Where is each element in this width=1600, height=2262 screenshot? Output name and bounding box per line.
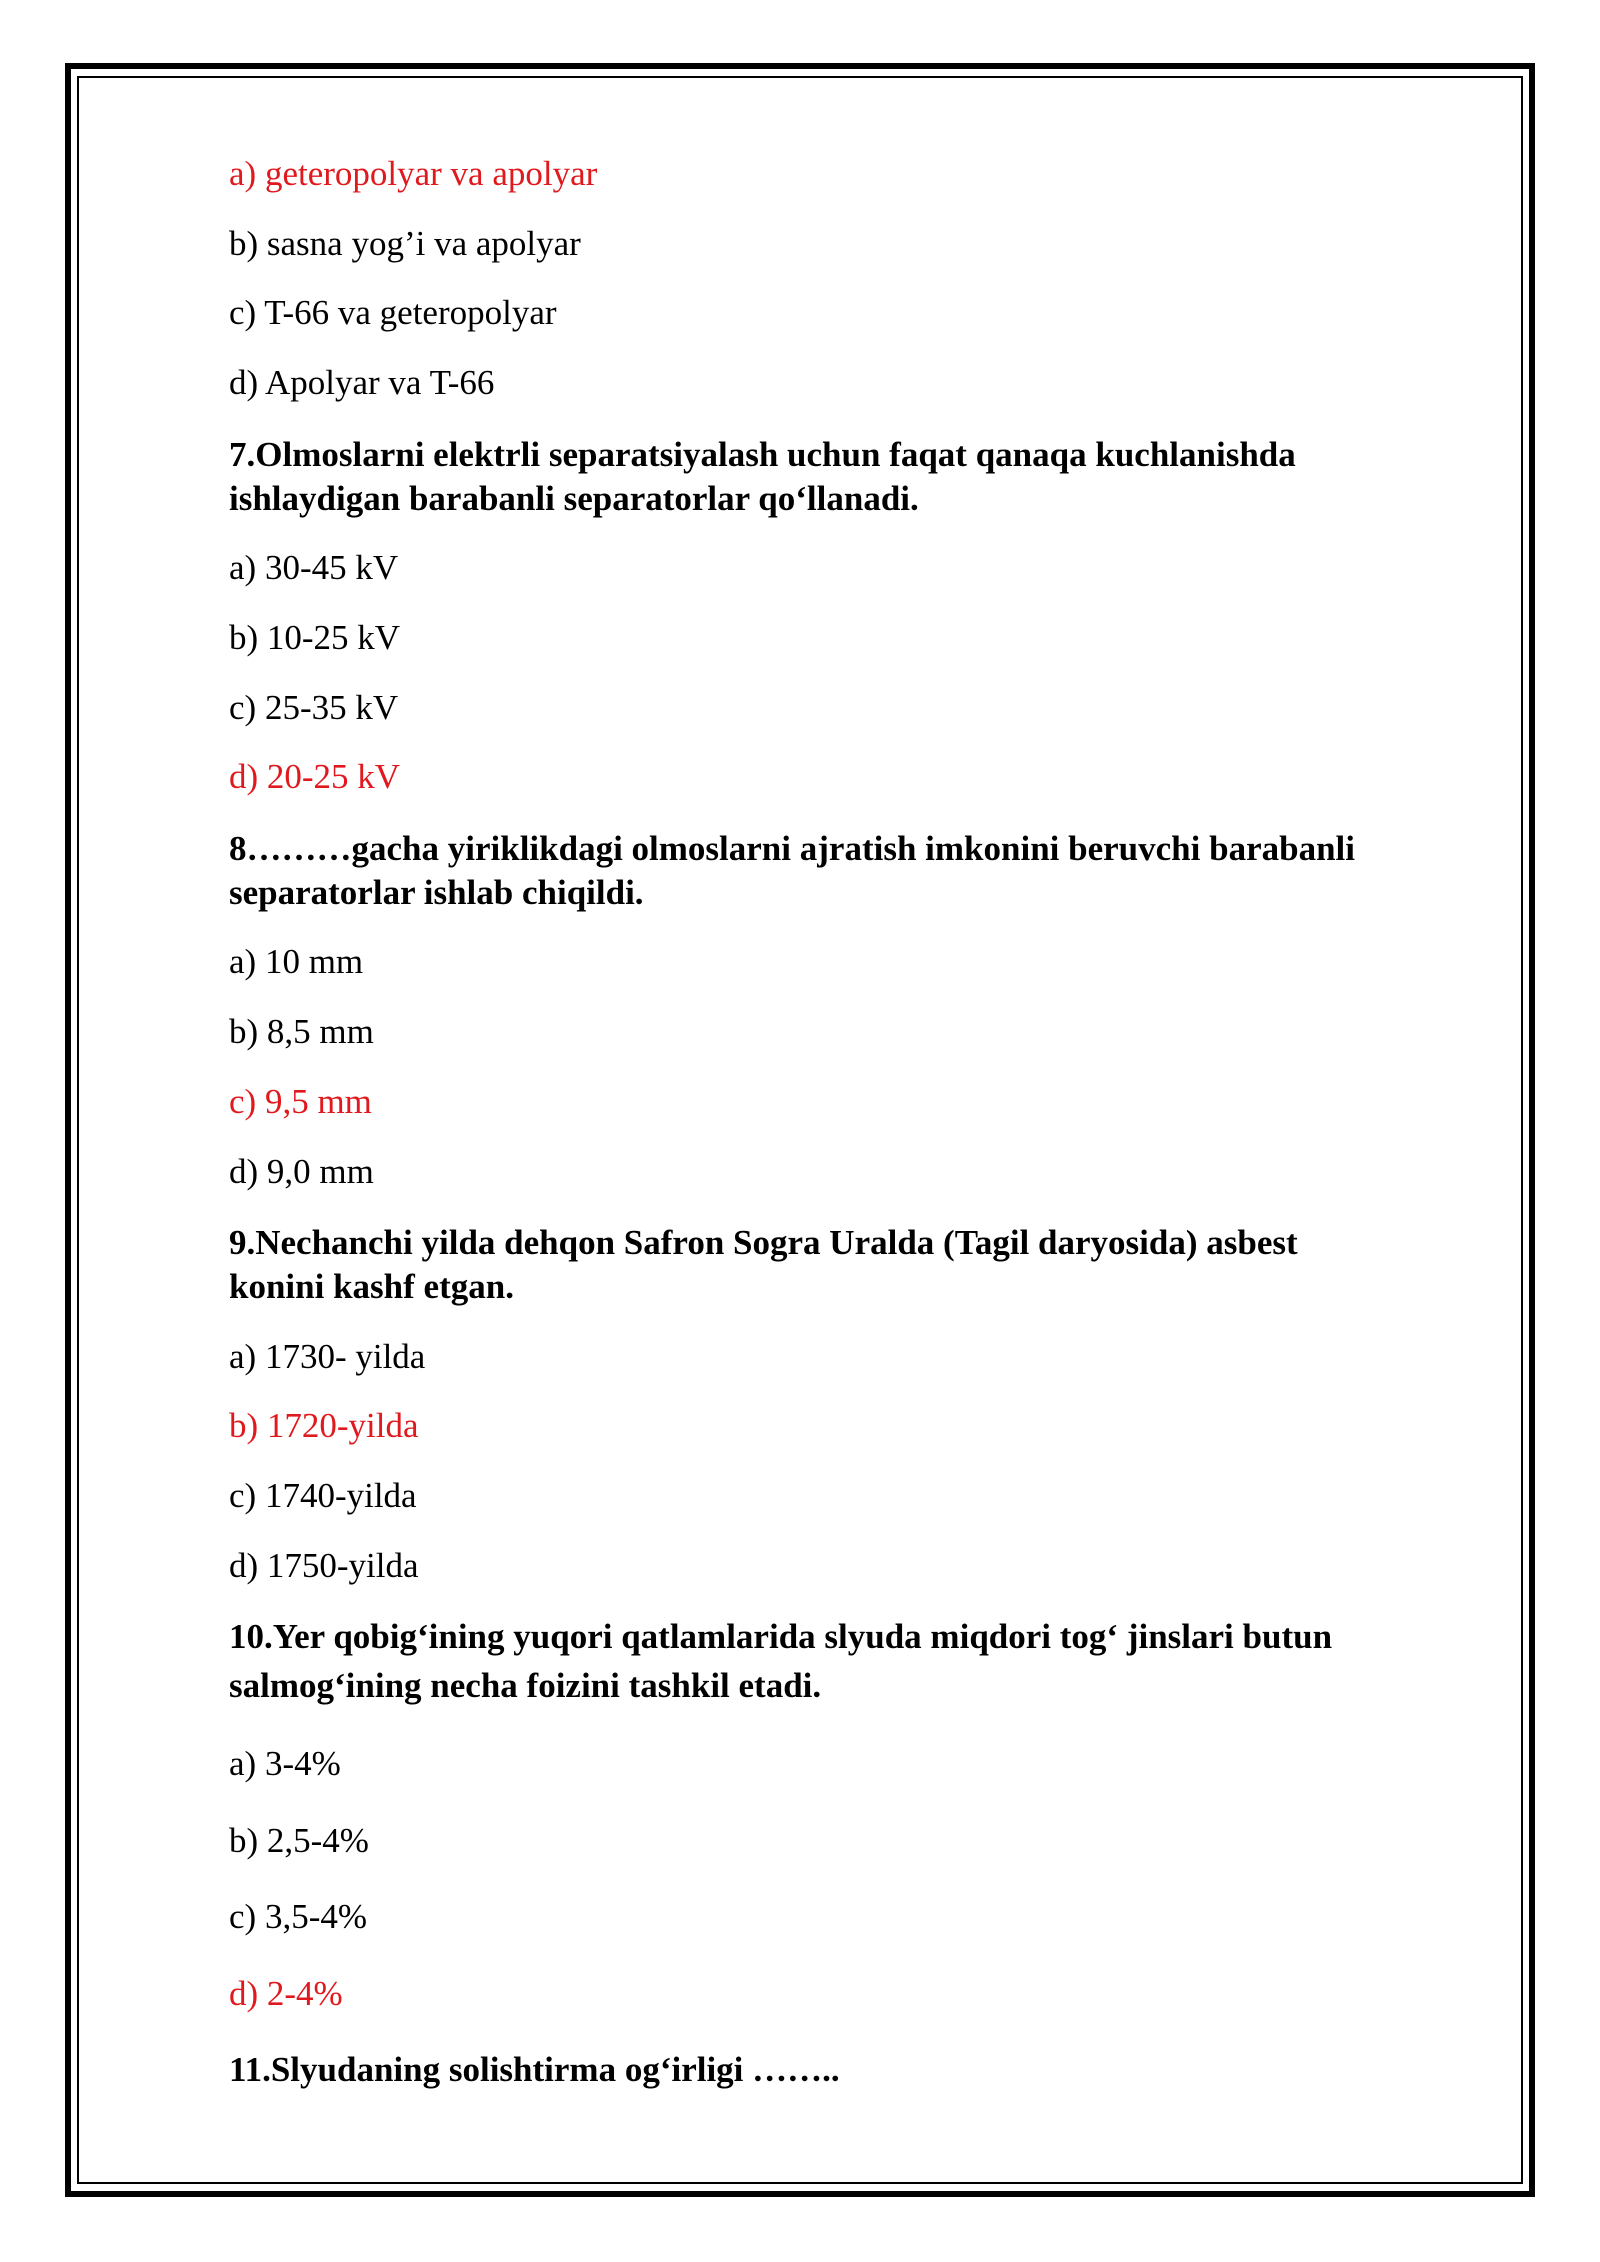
question-text-line: 9.Nechanchi yilda dehqon Safron Sogra Uralda (Tagil daryosida) asbest	[229, 1223, 1298, 1262]
question-11	[229, 2048, 1469, 2092]
answer-option: d) 20-25 kV	[229, 757, 401, 796]
question-text-line: 11.Slyudaning solishtirma og‘irligi ……..	[229, 2050, 840, 2089]
question-9	[229, 1221, 1469, 1309]
answer-option: c) 3,5-4%	[229, 1897, 368, 1936]
question-7	[229, 433, 1469, 521]
question-8	[229, 827, 1469, 915]
answer-option: c) 1740-yilda	[229, 1476, 417, 1515]
question-10	[229, 1615, 1469, 1708]
answer-option: b) 1720-yilda	[229, 1406, 419, 1445]
answer-option: b) sasna yog’i va apolyar	[229, 224, 581, 263]
question-text-line: konini kashf etgan.	[229, 1267, 514, 1306]
question-text-line: salmog‘ining necha foizini tashkil etadi.	[229, 1666, 822, 1705]
answer-option: a) 3-4%	[229, 1744, 341, 1783]
question-text-line: 7.Olmoslarni elektrli separatsiyalash uchun faqat qanaqa kuchlanishda	[229, 435, 1296, 474]
answer-option: c) 9,5 mm	[229, 1082, 372, 1121]
answer-option: c) 25-35 kV	[229, 688, 399, 727]
answer-option: b) 2,5-4%	[229, 1821, 369, 1860]
question-text-line: 10.Yer qobig‘ining yuqori qatlamlarida slyuda miqdori tog‘ jinslari butun	[229, 1617, 1333, 1656]
answer-option: a) 10 mm	[229, 942, 364, 981]
answer-option: c) T-66 va geteropolyar	[229, 293, 557, 332]
answer-option: a) geteropolyar va apolyar	[229, 154, 598, 193]
question-text-line: 8………gacha yiriklikdagi olmoslarni ajratish imkonini beruvchi barabanli	[229, 829, 1355, 868]
answer-option: d) 9,0 mm	[229, 1152, 374, 1191]
answer-option: d) 2-4%	[229, 1974, 343, 2013]
answer-option: d) 1750-yilda	[229, 1546, 419, 1585]
question-text-line: ishlaydigan barabanli separatorlar qo‘llanadi.	[229, 479, 919, 518]
answer-option: d) Apolyar va T-66	[229, 363, 495, 402]
answer-option: b) 10-25 kV	[229, 618, 401, 657]
answer-option: b) 8,5 mm	[229, 1012, 374, 1051]
answer-option: a) 1730- yilda	[229, 1337, 426, 1376]
question-text-line: separatorlar ishlab chiqildi.	[229, 873, 644, 912]
answer-option: a) 30-45 kV	[229, 548, 399, 587]
